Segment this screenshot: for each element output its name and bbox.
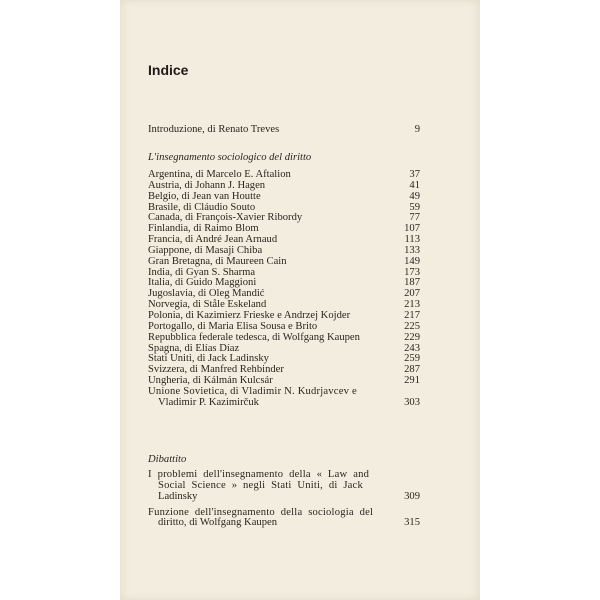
entry-page: 77 <box>409 212 420 224</box>
section-title-dibattito: Dibattito <box>148 454 187 465</box>
entry-text: Argentina, di Marcelo E. Aftalion <box>148 169 291 180</box>
entry-page: 149 <box>404 255 420 267</box>
entry-text: India, di Gyan S. Sharma <box>148 266 256 278</box>
toc-entry <box>148 257 420 268</box>
entry-text-line1: Unione Sovietica, di Vladimir N. Kudrjavcev e <box>148 385 357 397</box>
entry-page: 41 <box>409 179 420 191</box>
intro-page: 9 <box>414 124 420 135</box>
entry-text: Gran Bretagna, di Maureen Cain <box>148 255 287 267</box>
entry-text-line1: Funzione dell'insegnamento della sociologia del <box>148 506 374 518</box>
entry-page: 49 <box>409 190 420 202</box>
entry-page: 229 <box>404 331 420 343</box>
entry-text-line1b: Social Science » negli Stati Uniti, di Jack <box>158 479 363 491</box>
entry-page: 113 <box>404 234 420 246</box>
entry-page: 187 <box>404 277 420 289</box>
entry-text: Finlandia, di Raimo Blom <box>148 223 259 235</box>
toc-entry <box>148 333 420 344</box>
entry-page: 303 <box>404 396 420 408</box>
entry-text: Stati Uniti, di Jack Ladinsky <box>148 353 269 365</box>
entry-text: Repubblica federale tedesca, di Wolfgang Kaupen <box>148 331 360 343</box>
entry-text: Brasile, di Cláudio Souto <box>148 201 256 213</box>
entry-page: 59 <box>409 201 420 213</box>
entry-page: 291 <box>404 375 420 387</box>
entry-text-line1: I problemi dell'insegnamento della « Law and <box>148 469 370 480</box>
entry-text: Giappone, di Masaji Chiba <box>148 244 263 256</box>
entry-text: Italia, di Guido Maggioni <box>148 277 257 289</box>
entry-page: 173 <box>404 266 420 278</box>
show-through-text <box>352 40 462 170</box>
section1-list <box>148 170 420 409</box>
entry-text: Austria, di Johann J. Hagen <box>148 179 266 191</box>
entry-page: 225 <box>404 320 420 332</box>
toc-entry <box>148 192 420 203</box>
section-title-insegnamento: L'insegnamento sociologico del diritto <box>148 152 312 163</box>
entry-page: 133 <box>404 244 420 256</box>
entry-text-line2: diritto, di Wolfgang Kaupen <box>158 517 277 529</box>
entry-page: 213 <box>404 299 420 311</box>
entry-text-line2: Ladinsky <box>158 490 198 502</box>
entry-page: 315 <box>404 517 420 529</box>
page-title: Indice <box>148 62 189 78</box>
entry-text: Norvegia, di Ståle Eskeland <box>148 299 267 311</box>
intro-entry <box>148 124 420 135</box>
entry-text: Jugoslavia, di Oleg Mandić <box>148 288 265 300</box>
entry-page: 309 <box>404 490 420 502</box>
entry-page: 287 <box>404 364 420 376</box>
entry-page: 107 <box>404 223 420 235</box>
entry-page: 207 <box>404 288 420 300</box>
entry-text: Spagna, di Elías Díaz <box>148 342 240 354</box>
toc-entry-multiline <box>148 470 420 503</box>
entry-text: Francia, di André Jean Arnaud <box>148 234 278 246</box>
section2-list <box>148 470 420 534</box>
toc-entry-multiline <box>148 508 420 530</box>
entry-text: Canada, di François-Xavier Ribordy <box>148 212 303 224</box>
entry-page: 243 <box>404 342 420 354</box>
entry-text: Portogallo, di Maria Elisa Sousa e Brito <box>148 320 318 332</box>
intro-text: Introduzione, di Renato Treves <box>148 124 280 135</box>
entry-page: 259 <box>404 353 420 365</box>
entry-text: Ungheria, di Kálmán Kulcsár <box>148 375 273 387</box>
entry-text: Belgio, di Jean van Houtte <box>148 190 261 202</box>
entry-text: Svizzera, di Manfred Rehbinder <box>148 364 284 376</box>
entry-text: Polonia, di Kazimierz Frieske e Andrzej Kojder <box>148 309 351 321</box>
entry-page: 37 <box>409 169 420 180</box>
toc-entry-multiline <box>148 387 420 409</box>
entry-page: 217 <box>404 309 420 321</box>
entry-text-line2: Vladimir P. Kazimirčuk <box>158 396 259 408</box>
